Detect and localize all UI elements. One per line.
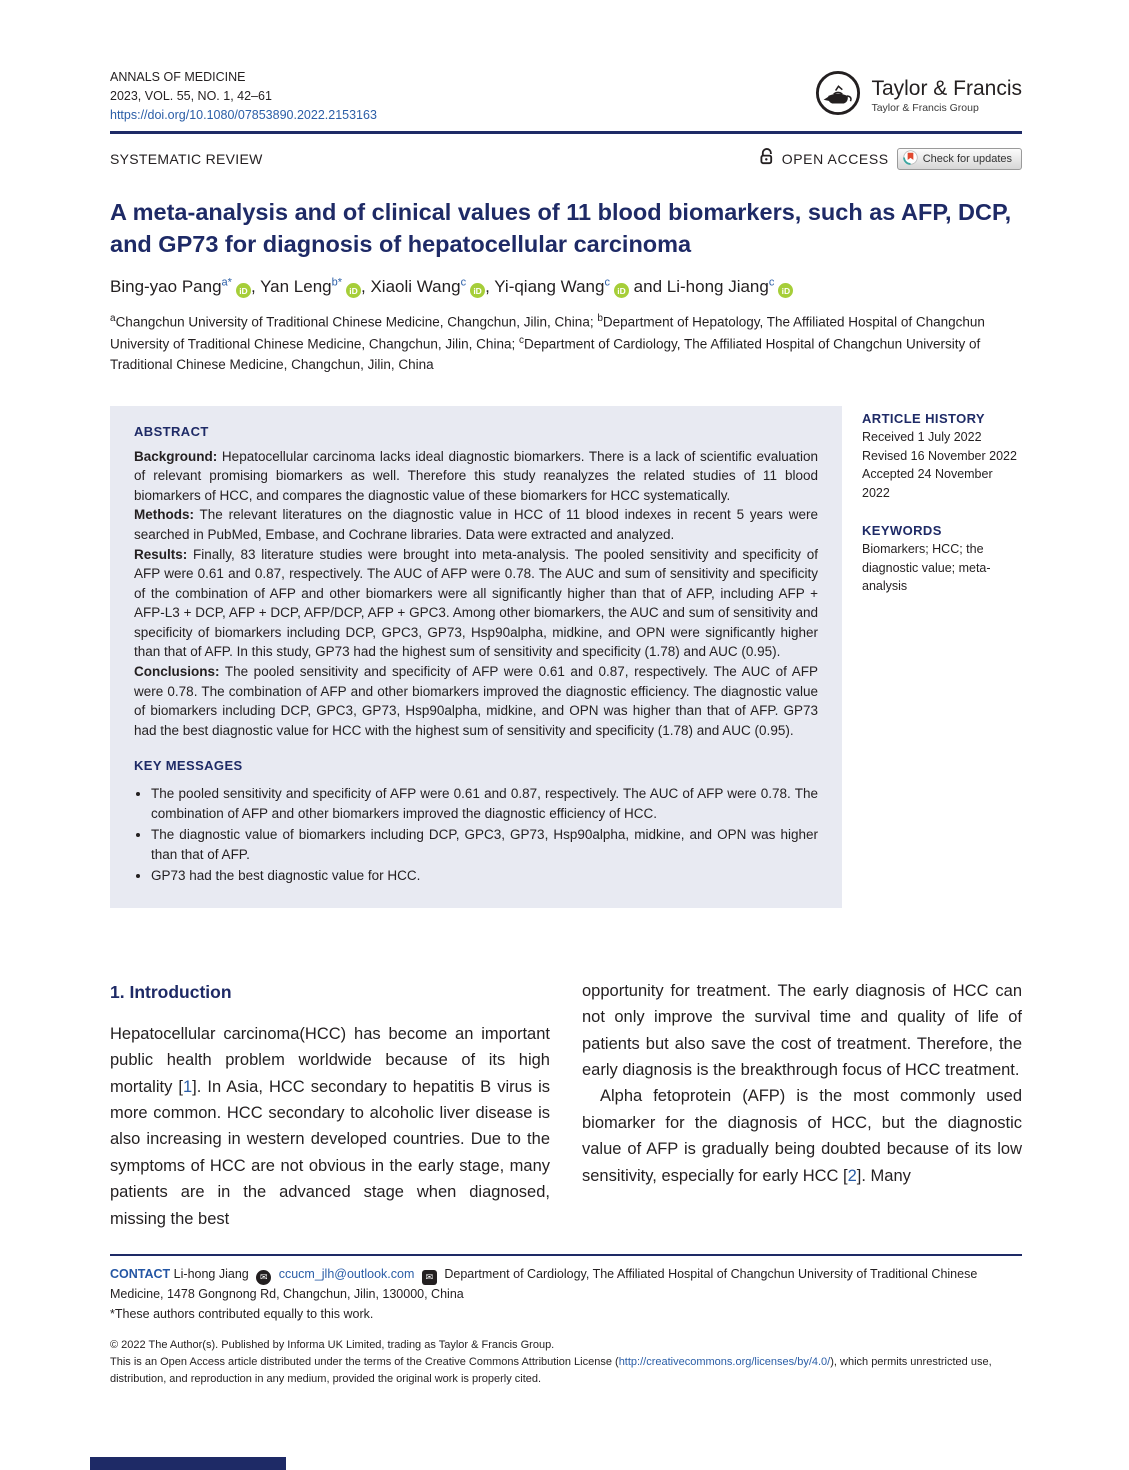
- affiliation-text: Department of Hepatology, The Affiliated Hospital of Changchun University of Traditional Chinese Medicine, Changchun, Jilin, China;: [110, 314, 985, 352]
- author-list: [110, 276, 1022, 298]
- paragraph-text: ]. Many: [856, 1166, 911, 1185]
- intro-paragraph-3: [582, 1083, 1022, 1189]
- author-affil-sup: c: [768, 276, 775, 289]
- contact-block: [110, 1265, 1022, 1324]
- address-envelope-icon: ✉: [422, 1270, 437, 1285]
- key-message-item: • The pooled sensitivity and specificity of AFP were 0.61 and 0.87, respectively. The AUC of AFP were 0.78. The combination of AFP and other biomarkers improved the diagnostic efficiency of HCC.: [151, 784, 818, 823]
- contact-address: Department of Cardiology, The Affiliated Hospital of Changchun University of Traditional Chinese Medicine, 1478 Gongnong Rd, Changchun, Jilin, 130000, China: [110, 1266, 978, 1302]
- affiliation-text: Department of Cardiology, The Affiliated Hospital of Changchun University of Traditional Chinese Medicine, Changchun, Jilin, China: [110, 336, 981, 373]
- author-name: Xiaoli Wang: [370, 276, 461, 296]
- author-affil-sup: b*: [331, 276, 343, 289]
- page-content: [110, 0, 1022, 1388]
- right-column: [582, 978, 1022, 1232]
- article-meta-sidebar: [862, 406, 1022, 908]
- author-separator: ,: [361, 276, 371, 296]
- open-access-label: OPEN ACCESS: [781, 151, 889, 168]
- abstract-results: [134, 545, 818, 662]
- journal-info: [110, 68, 377, 124]
- volume-info: 2023, VOL. 55, NO. 1, 42–61: [110, 88, 272, 103]
- abstract-conclusions: [134, 662, 818, 740]
- section-text: The relevant literatures on the diagnostic value in HCC of 11 blood indexes in recent 5 years were searched in PubMed, Embase, and Cochrane libraries. Data were extracted and analyzed.: [134, 507, 818, 543]
- license-text: ), which permits unrestricted use, distribution, and reproduction in any medium, provided the original work is properly cited.: [110, 1356, 992, 1386]
- author-separator: ,: [485, 276, 495, 296]
- author: [667, 277, 794, 296]
- contact-email-link[interactable]: ccucm_jlh@outlook.com: [278, 1266, 415, 1281]
- doi-link[interactable]: https://doi.org/10.1080/07853890.2022.2153163: [110, 107, 377, 122]
- author-name: Yan Leng: [260, 276, 332, 296]
- article-title: A meta-analysis and of clinical values of 11 blood biomarkers, such as AFP, DCP, and GP73 for diagnosis of hepatocellular carcinoma: [110, 199, 1012, 257]
- orcid-icon[interactable]: iD: [236, 283, 251, 298]
- footer-divider: [110, 1254, 1022, 1256]
- crossmark-icon: [903, 150, 918, 168]
- check-for-updates-button[interactable]: [897, 148, 1022, 170]
- keywords-block: [862, 521, 1022, 596]
- masthead: [110, 0, 1022, 124]
- open-access-padlock-icon: [760, 147, 774, 171]
- section-label: Conclusions:: [134, 663, 220, 679]
- affiliation-sup: b: [597, 313, 603, 325]
- section-label: Methods:: [134, 507, 194, 523]
- key-messages-list: [134, 784, 818, 886]
- abstract-background: [134, 447, 818, 506]
- publisher-logo: [815, 70, 1022, 121]
- article-history-heading: ARTICLE HISTORY: [862, 410, 986, 426]
- affiliation-text: Changchun University of Traditional Chinese Medicine, Changchun, Jilin, China;: [115, 314, 598, 330]
- keywords-heading: KEYWORDS: [862, 523, 942, 539]
- author-separator: ,: [250, 276, 261, 296]
- section-text: Hepatocellular carcinoma lacks ideal diagnostic biomarkers. There is a lack of scientific evaluation of relevant promising biomarkers as well. Therefore this study reanalyzes the related studies of 11 blood biomarkers of HCC, and compares the diagnostic value of these biomarkers for HCC systematically.: [134, 448, 818, 503]
- abstract-row: [110, 406, 1022, 908]
- copyright-block: [110, 1337, 1022, 1388]
- taylor-francis-teapot-icon: [815, 70, 861, 121]
- author-affil-sup: a*: [221, 276, 232, 289]
- journal-title: ANNALS OF MEDICINE: [110, 70, 246, 84]
- two-column-layout: [110, 978, 1022, 1232]
- license-url-link[interactable]: http://creativecommons.org/licenses/by/4.0/: [618, 1356, 831, 1369]
- affiliations: [110, 311, 1022, 376]
- keywords-text: Biomarkers; HCC; the diagnostic value; meta-analysis: [862, 542, 991, 594]
- paragraph-text: Hepatocellular carcinoma(HCC) has become an important public health problem worldwide because of its high mortality [: [110, 1024, 550, 1096]
- affiliation-sup: a: [110, 313, 116, 325]
- publisher-name-block: [871, 77, 1022, 114]
- author: [494, 277, 667, 296]
- section-text: Finally, 83 literature studies were brought into meta-analysis. The pooled sensitivity and specificity of AFP were 0.61 and 0.87, respectively. The AUC of AFP were 0.78. The AUC and sum of sensitivity and specificity of the combination of AFP and other biomarkers were all significantly higher than that of AFP, including AFP + AFP-L3 + DCP, AFP + DCP, AFP/DCP, AFP + GPC3. Among other biomarkers, the AUC and sum of sensitivity and specificity of biomarkers including DCP, GPC3, GP73, Hsp90alpha, midkine, and OPN were significantly higher than that of AFP. In this study, GP73 had the highest sum of sensitivity and specificity (1.78) and AUC (0.95).: [134, 546, 818, 660]
- paragraph-text: Alpha fetoprotein (AFP) is the most commonly used biomarker for the diagnosis of HCC, but the diagnostic value of AFP is gradually being doubted because of its low sensitivity, especially for early HCC [: [582, 1087, 1022, 1185]
- access-group: [760, 147, 1022, 171]
- affiliation-sup: c: [518, 335, 524, 347]
- license-line: [110, 1354, 1022, 1388]
- author-separator: and: [628, 276, 667, 296]
- page-bottom-bar: [90, 1457, 286, 1470]
- introduction-section: [110, 978, 1022, 1232]
- contact-label: CONTACT: [110, 1266, 171, 1281]
- equal-contribution-footnote: *These authors contributed equally to this work.: [110, 1306, 374, 1321]
- contact-name: Li-hong Jiang: [173, 1266, 249, 1281]
- check-for-updates-label: Check for updates: [922, 153, 1012, 166]
- section-text: The pooled sensitivity and specificity of AFP were 0.61 and 0.87, respectively. The AUC of AFP were 0.78. The combination of AFP and other biomarkers improved the diagnostic efficiency. The diagnostic value of biomarkers including DCP, GPC3, GP73, Hsp90alpha, midkine, and OPN was higher than that of AFP. GP73 had the best diagnostic value for HCC with the highest sum of sensitivity and specificity (1.78) and AUC (0.95).: [134, 663, 818, 738]
- author: [370, 277, 494, 296]
- abstract-box: [110, 406, 842, 908]
- page-footer: [110, 1254, 1022, 1388]
- orcid-icon[interactable]: iD: [470, 283, 485, 298]
- author: [110, 277, 260, 296]
- intro-paragraph-2: opportunity for treatment. The early diagnosis of HCC can not only improve the survival time and quality of life of patients but also save the cost of treatment. Therefore, the early diagnosis is the breakthrough focus of HCC treatment.: [582, 981, 1022, 1080]
- history-received: Received 1 July 2022: [862, 430, 982, 445]
- citation-link-1[interactable]: 1: [182, 1077, 193, 1096]
- license-text: This is an Open Access article distributed under the terms of the Creative Commons Attribution License (: [110, 1356, 619, 1369]
- publisher-name: Taylor & Francis: [871, 77, 1022, 100]
- paragraph-text: ]. In Asia, HCC secondary to hepatitis B virus is more common. HCC secondary to alcoholic liver disease is also increasing in western developed countries. Due to the symptoms of HCC are not obvious in the early stage, many patients are in the advanced stage when diagnosed, missing the best: [110, 1077, 551, 1228]
- header-divider: [110, 131, 1022, 134]
- abstract-methods: [134, 505, 818, 544]
- intro-paragraph-1: [110, 1021, 550, 1232]
- history-accepted: Accepted 24 November 2022: [862, 467, 993, 500]
- copyright-line: © 2022 The Author(s). Published by Informa UK Limited, trading as Taylor & Francis Group.: [110, 1339, 555, 1352]
- author-affil-sup: c: [604, 276, 610, 289]
- orcid-icon[interactable]: iD: [346, 283, 361, 298]
- banner-row: [110, 147, 1022, 171]
- author-name: Li-hong Jiang: [666, 276, 769, 296]
- orcid-icon[interactable]: iD: [614, 283, 629, 298]
- envelope-icon: ✉: [256, 1270, 271, 1285]
- key-message-item: • The diagnostic value of biomarkers including DCP, GPC3, GP73, Hsp90alpha, midkine, and OPN was higher than that of AFP.: [151, 825, 818, 864]
- author-name: Yi-qiang Wang: [494, 276, 605, 296]
- introduction-heading: 1. Introduction: [110, 981, 232, 1002]
- author-name: Bing-yao Pang: [110, 276, 222, 296]
- publisher-group: Taylor & Francis Group: [871, 102, 979, 114]
- citation-link-2[interactable]: 2: [847, 1166, 857, 1185]
- article-type-label: SYSTEMATIC REVIEW: [110, 151, 263, 168]
- history-revised: Revised 16 November 2022: [862, 448, 1017, 463]
- author: [260, 277, 370, 296]
- orcid-icon[interactable]: iD: [778, 283, 793, 298]
- key-message-item: • GP73 had the best diagnostic value for HCC.: [151, 866, 818, 886]
- section-label: Results:: [134, 546, 188, 562]
- abstract-heading: ABSTRACT: [134, 423, 209, 439]
- author-affil-sup: c: [460, 276, 467, 289]
- section-label: Background:: [134, 448, 218, 464]
- left-column: [110, 978, 550, 1232]
- key-messages-heading: KEY MESSAGES: [134, 758, 243, 774]
